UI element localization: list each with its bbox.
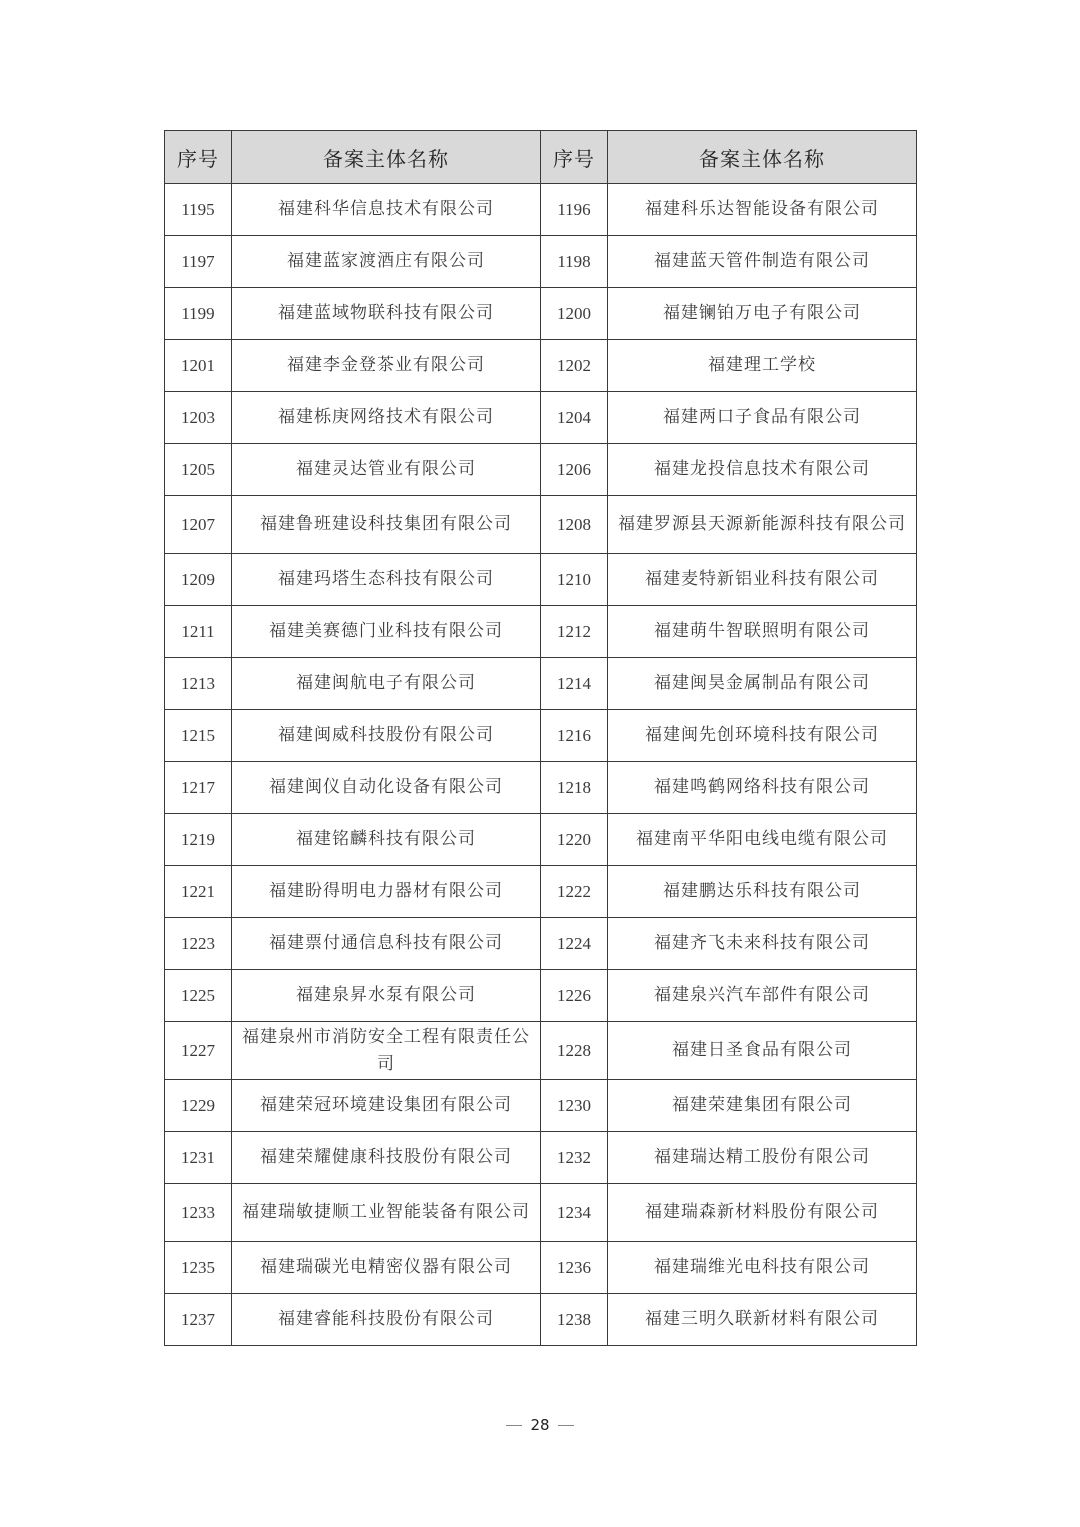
table-row xyxy=(165,340,917,392)
left-seq-cell: 1225 xyxy=(165,970,232,1022)
table-row xyxy=(165,392,917,444)
right-name-cell: 福建鸣鹤网络科技有限公司 xyxy=(608,762,917,814)
left-name-cell: 福建李金登茶业有限公司 xyxy=(232,340,541,392)
table-row xyxy=(165,288,917,340)
right-seq-cell: 1216 xyxy=(541,710,608,762)
table-header-row xyxy=(165,131,917,184)
left-seq-cell: 1207 xyxy=(165,496,232,554)
right-name-cell: 福建闽昊金属制品有限公司 xyxy=(608,658,917,710)
right-seq-cell: 1222 xyxy=(541,866,608,918)
right-name-cell: 福建鹏达乐科技有限公司 xyxy=(608,866,917,918)
right-seq-cell: 1228 xyxy=(541,1022,608,1080)
table-row xyxy=(165,866,917,918)
left-seq-cell: 1209 xyxy=(165,554,232,606)
left-seq-cell: 1203 xyxy=(165,392,232,444)
right-name-cell: 福建镧铂万电子有限公司 xyxy=(608,288,917,340)
left-name-cell: 福建鲁班建设科技集团有限公司 xyxy=(232,496,541,554)
right-name-cell: 福建三明久联新材料有限公司 xyxy=(608,1294,917,1346)
table-row xyxy=(165,762,917,814)
right-name-cell: 福建泉兴汽车部件有限公司 xyxy=(608,970,917,1022)
header-seq-left: 序号 xyxy=(165,131,232,184)
right-seq-cell: 1224 xyxy=(541,918,608,970)
left-name-cell: 福建泉昇水泵有限公司 xyxy=(232,970,541,1022)
right-seq-cell: 1200 xyxy=(541,288,608,340)
left-seq-cell: 1223 xyxy=(165,918,232,970)
table-row xyxy=(165,1184,917,1242)
right-seq-cell: 1196 xyxy=(541,184,608,236)
left-seq-cell: 1213 xyxy=(165,658,232,710)
page-number-footer xyxy=(0,1416,1080,1434)
header-name-left: 备案主体名称 xyxy=(232,131,541,184)
registry-table xyxy=(164,130,917,1346)
table-row xyxy=(165,814,917,866)
table-row xyxy=(165,236,917,288)
left-seq-cell: 1215 xyxy=(165,710,232,762)
table-row xyxy=(165,1242,917,1294)
right-name-cell: 福建齐飞未来科技有限公司 xyxy=(608,918,917,970)
right-name-cell: 福建罗源县天源新能源科技有限公司 xyxy=(608,496,917,554)
right-seq-cell: 1208 xyxy=(541,496,608,554)
table-row xyxy=(165,184,917,236)
left-name-cell: 福建荣耀健康科技股份有限公司 xyxy=(232,1132,541,1184)
left-name-cell: 福建栎庚网络技术有限公司 xyxy=(232,392,541,444)
table-row xyxy=(165,1294,917,1346)
right-name-cell: 福建理工学校 xyxy=(608,340,917,392)
right-seq-cell: 1236 xyxy=(541,1242,608,1294)
right-seq-cell: 1206 xyxy=(541,444,608,496)
left-name-cell: 福建瑞碳光电精密仪器有限公司 xyxy=(232,1242,541,1294)
right-name-cell: 福建麦特新铝业科技有限公司 xyxy=(608,554,917,606)
right-name-cell: 福建科乐达智能设备有限公司 xyxy=(608,184,917,236)
table-row xyxy=(165,1132,917,1184)
table-row xyxy=(165,710,917,762)
left-seq-cell: 1211 xyxy=(165,606,232,658)
right-seq-cell: 1218 xyxy=(541,762,608,814)
left-seq-cell: 1195 xyxy=(165,184,232,236)
left-name-cell: 福建盼得明电力器材有限公司 xyxy=(232,866,541,918)
left-name-cell: 福建蓝域物联科技有限公司 xyxy=(232,288,541,340)
left-seq-cell: 1235 xyxy=(165,1242,232,1294)
left-name-cell: 福建荣冠环境建设集团有限公司 xyxy=(232,1080,541,1132)
left-seq-cell: 1197 xyxy=(165,236,232,288)
left-name-cell: 福建闽威科技股份有限公司 xyxy=(232,710,541,762)
left-name-cell: 福建美赛德门业科技有限公司 xyxy=(232,606,541,658)
right-name-cell: 福建荣建集团有限公司 xyxy=(608,1080,917,1132)
left-seq-cell: 1231 xyxy=(165,1132,232,1184)
right-seq-cell: 1230 xyxy=(541,1080,608,1132)
left-seq-cell: 1219 xyxy=(165,814,232,866)
table-row xyxy=(165,918,917,970)
right-seq-cell: 1226 xyxy=(541,970,608,1022)
table-row xyxy=(165,444,917,496)
header-seq-right: 序号 xyxy=(541,131,608,184)
left-name-cell: 福建玛塔生态科技有限公司 xyxy=(232,554,541,606)
right-seq-cell: 1238 xyxy=(541,1294,608,1346)
left-name-cell: 福建闽仪自动化设备有限公司 xyxy=(232,762,541,814)
right-name-cell: 福建瑞维光电科技有限公司 xyxy=(608,1242,917,1294)
left-name-cell: 福建蓝家渡酒庄有限公司 xyxy=(232,236,541,288)
table-row xyxy=(165,606,917,658)
right-seq-cell: 1232 xyxy=(541,1132,608,1184)
left-seq-cell: 1199 xyxy=(165,288,232,340)
table-row xyxy=(165,1022,917,1080)
right-seq-cell: 1204 xyxy=(541,392,608,444)
right-seq-cell: 1220 xyxy=(541,814,608,866)
table-row xyxy=(165,496,917,554)
left-seq-cell: 1201 xyxy=(165,340,232,392)
right-name-cell: 福建萌牛智联照明有限公司 xyxy=(608,606,917,658)
table-body xyxy=(165,184,917,1346)
right-name-cell: 福建瑞达精工股份有限公司 xyxy=(608,1132,917,1184)
left-name-cell: 福建科华信息技术有限公司 xyxy=(232,184,541,236)
right-name-cell: 福建两口子食品有限公司 xyxy=(608,392,917,444)
left-seq-cell: 1229 xyxy=(165,1080,232,1132)
left-seq-cell: 1233 xyxy=(165,1184,232,1242)
right-name-cell: 福建龙投信息技术有限公司 xyxy=(608,444,917,496)
table-row xyxy=(165,970,917,1022)
left-seq-cell: 1217 xyxy=(165,762,232,814)
table-row xyxy=(165,1080,917,1132)
right-seq-cell: 1234 xyxy=(541,1184,608,1242)
left-name-cell: 福建泉州市消防安全工程有限责任公司 xyxy=(232,1022,541,1080)
left-name-cell: 福建铭麟科技有限公司 xyxy=(232,814,541,866)
table-row xyxy=(165,554,917,606)
right-name-cell: 福建蓝天管件制造有限公司 xyxy=(608,236,917,288)
right-seq-cell: 1214 xyxy=(541,658,608,710)
page-number: 28 xyxy=(530,1416,550,1434)
right-seq-cell: 1210 xyxy=(541,554,608,606)
left-seq-cell: 1221 xyxy=(165,866,232,918)
dash-right-decoration xyxy=(558,1425,574,1427)
right-name-cell: 福建日圣食品有限公司 xyxy=(608,1022,917,1080)
right-name-cell: 福建闽先创环境科技有限公司 xyxy=(608,710,917,762)
right-name-cell: 福建瑞森新材料股份有限公司 xyxy=(608,1184,917,1242)
right-seq-cell: 1212 xyxy=(541,606,608,658)
left-name-cell: 福建睿能科技股份有限公司 xyxy=(232,1294,541,1346)
left-name-cell: 福建灵达管业有限公司 xyxy=(232,444,541,496)
left-name-cell: 福建瑞敏捷顺工业智能装备有限公司 xyxy=(232,1184,541,1242)
header-name-right: 备案主体名称 xyxy=(608,131,917,184)
right-seq-cell: 1198 xyxy=(541,236,608,288)
left-name-cell: 福建票付通信息科技有限公司 xyxy=(232,918,541,970)
table-row xyxy=(165,658,917,710)
right-seq-cell: 1202 xyxy=(541,340,608,392)
left-seq-cell: 1237 xyxy=(165,1294,232,1346)
right-name-cell: 福建南平华阳电线电缆有限公司 xyxy=(608,814,917,866)
left-seq-cell: 1227 xyxy=(165,1022,232,1080)
left-seq-cell: 1205 xyxy=(165,444,232,496)
dash-left-decoration xyxy=(506,1425,522,1427)
left-name-cell: 福建闽航电子有限公司 xyxy=(232,658,541,710)
